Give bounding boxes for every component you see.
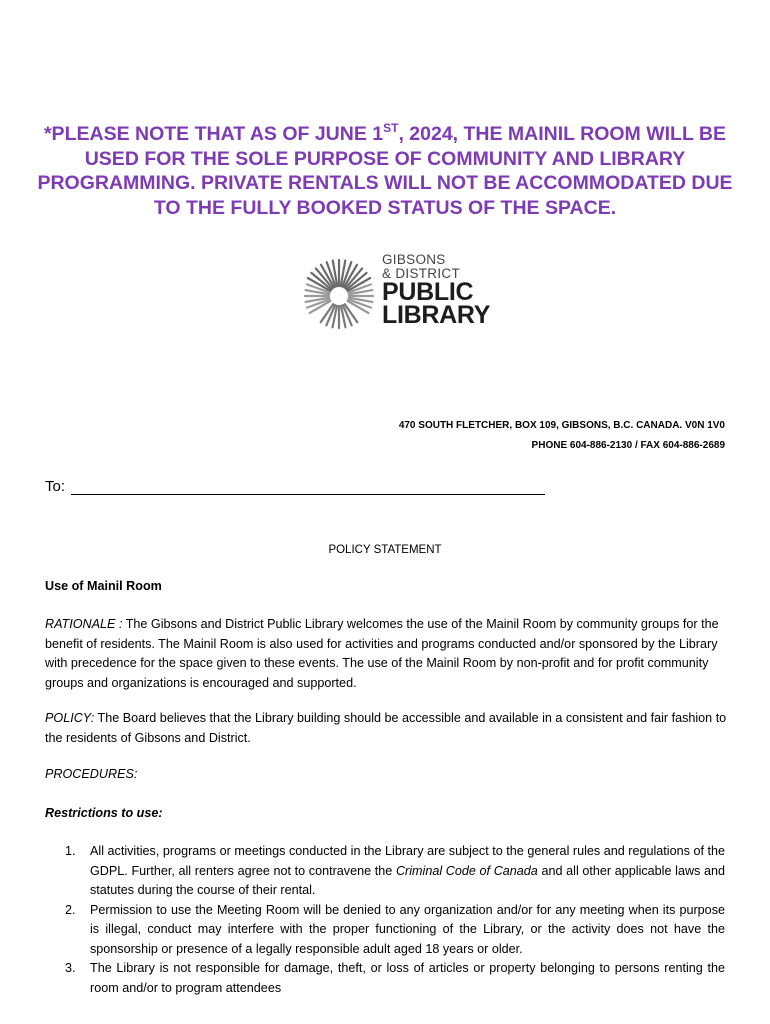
list-item-text-end: and all other applicable laws and statutes during the course of their rental.	[90, 863, 726, 897]
list-item-number: 1.	[65, 844, 76, 858]
restrictions-label: Restrictions to use:	[45, 806, 163, 820]
list-item-number: 2.	[65, 902, 76, 917]
rationale-text: The Gibsons and District Public Library welcomes the use of the Mainil Room by community groups for the benefit of residents. The Mainil Room is also used for activities and programs conducted and/or sponsored by the Library with precedence for the space given to these events. The use of the Mainil Room by non-profit and for profit community groups and organizations is encouraged and supported.	[45, 617, 719, 690]
to-label: To:	[45, 478, 66, 495]
logo-line-library: LIBRARY	[382, 301, 491, 329]
policy-paragraph	[45, 709, 730, 748]
phone-fax-line: PHONE 604-886-2130 / FAX 604-886-2689	[531, 440, 725, 451]
list-item-text: All activities, programs or meetings conducted in the Library are subject to the general rules and regulations of the GDPL. Further, all renters agree not to contravene the	[90, 844, 725, 878]
book-star-logo-icon	[298, 250, 380, 334]
library-address	[399, 416, 725, 456]
policy-statement-heading: POLICY STATEMENT	[328, 544, 442, 556]
restrictions-list	[65, 842, 725, 998]
list-item-emphasis: Criminal Code of Canada	[395, 863, 538, 878]
to-field	[45, 478, 545, 495]
notice-text-end: , 2024, THE MAINIL ROOM WILL BE USED FOR THE SOLE PURPOSE OF COMMUNITY AND LIBRARY PROGRAMMING. PRIVATE RENTALS WILL NOT BE ACCOMMODATED DUE TO THE FULLY BOOKED STATUS OF THE SPACE.	[37, 123, 733, 219]
section-title: Use of Mainil Room	[45, 579, 162, 593]
list-item	[65, 842, 725, 901]
list-item-text: The Library is not responsible for damage, theft, or loss of articles or property belonging to persons renting the room and/or to program attendees	[90, 961, 725, 995]
library-logo	[298, 250, 491, 334]
policy-text: The Board believes that the Library building should be accessible and available in a consistent and fair fashion to the residents of Gibsons and District.	[45, 711, 727, 745]
procedures-label: PROCEDURES:	[45, 767, 138, 781]
list-item	[65, 901, 725, 960]
list-item-text: Permission to use the Meeting Room will be denied to any organization and/or for any meeting when its purpose is illegal, conduct may interfere with the proper functioning of the Library, or the activity does not have the sponsorship or presence of a legally responsible adult aged 18 years or older.	[90, 902, 725, 956]
list-item	[65, 959, 725, 998]
rental-notice	[30, 122, 740, 220]
policy-label: POLICY:	[45, 711, 95, 725]
address-line: 470 SOUTH FLETCHER, BOX 109, GIBSONS, B.C. CANADA. V0N 1V0	[398, 420, 725, 431]
rationale-label: RATIONALE :	[45, 617, 123, 631]
logo-line-district: & DISTRICT	[382, 266, 461, 281]
logo-center	[333, 290, 345, 302]
notice-text-start: *PLEASE NOTE THAT AS OF JUNE 1	[43, 123, 384, 145]
logo-line-public: PUBLIC	[382, 278, 474, 306]
rationale-paragraph	[45, 615, 730, 693]
to-blank-line[interactable]	[71, 478, 545, 495]
notice-superscript: ST	[383, 120, 399, 135]
list-item-number: 3.	[65, 961, 76, 975]
logo-wordmark	[382, 253, 490, 327]
logo-line-gibsons: GIBSONS	[382, 252, 446, 267]
